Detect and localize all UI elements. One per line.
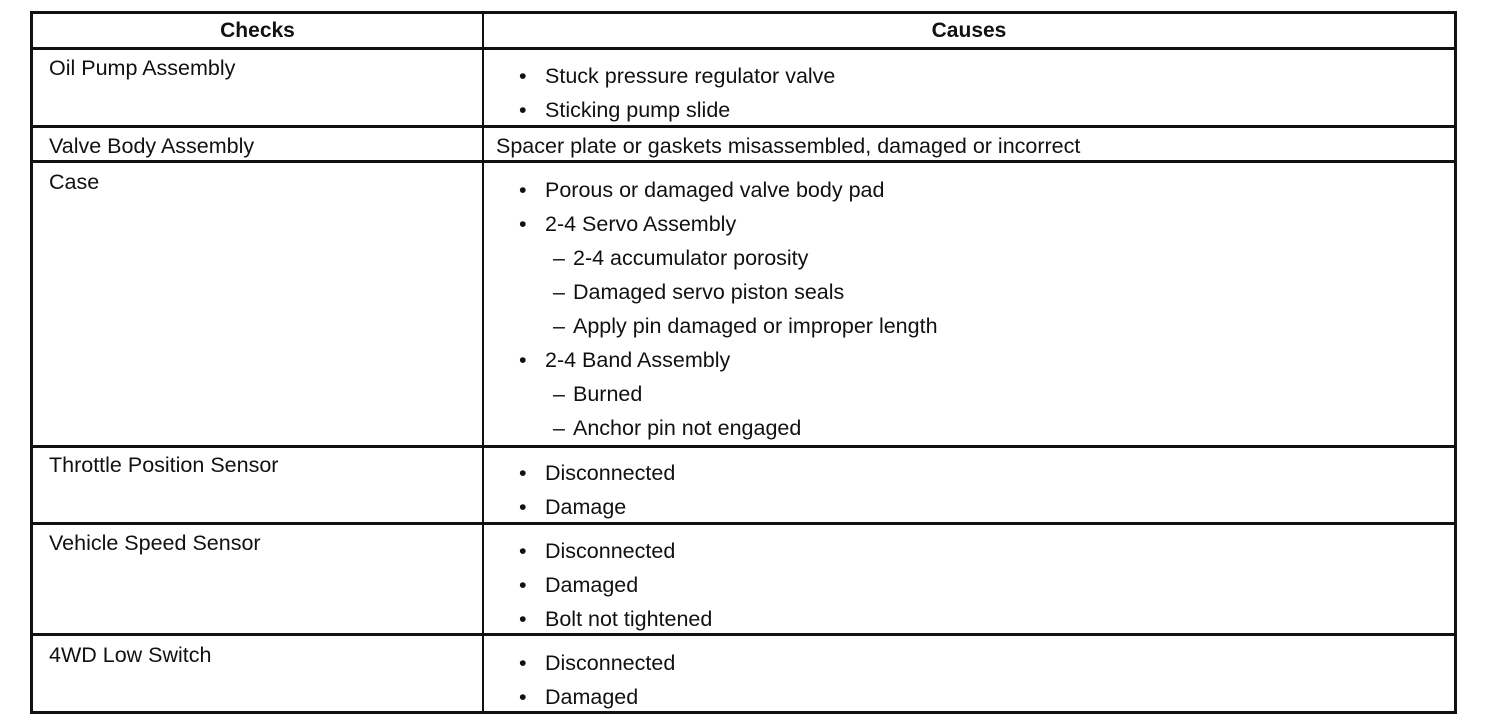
- bullet-marker: •: [519, 64, 527, 88]
- bullet-marker: •: [519, 98, 527, 122]
- cause-bullet-item: [519, 63, 835, 89]
- bullet-marker: •: [519, 539, 527, 563]
- cause-text: Apply pin damaged or improper length: [573, 314, 938, 338]
- cause-bullet-item: [519, 97, 730, 123]
- cause-sub-item: [553, 313, 938, 339]
- check-label: Oil Pump Assembly: [49, 56, 236, 80]
- diagnosis-table: [30, 11, 1457, 714]
- cause-sub-item: [553, 381, 642, 407]
- header-checks: Checks: [220, 19, 295, 42]
- cause-bullet-item: [519, 211, 736, 237]
- row-separator: [33, 633, 1454, 636]
- cause-text: Burned: [573, 382, 643, 406]
- cause-bullet-item: [519, 684, 638, 710]
- cause-bullet-item: [519, 347, 730, 373]
- dash-marker: –: [553, 280, 565, 304]
- row-separator: [33, 160, 1454, 163]
- cause-text: Disconnected: [545, 539, 676, 563]
- header-causes: Causes: [931, 19, 1007, 42]
- cause-text: Sticking pump slide: [545, 98, 731, 122]
- row-separator: [33, 445, 1454, 448]
- cause-text: Bolt not tightened: [545, 607, 713, 631]
- cause-bullet-item: [519, 494, 626, 520]
- bullet-marker: •: [519, 573, 527, 597]
- check-label: Throttle Position Sensor: [49, 453, 279, 477]
- cause-bullet-item: [519, 606, 712, 632]
- cause-bullet-item: [519, 572, 638, 598]
- cause-text: 2-4 Servo Assembly: [545, 212, 737, 236]
- bullet-marker: •: [519, 212, 527, 236]
- bullet-marker: •: [519, 178, 527, 202]
- cause-text: Damaged: [545, 573, 639, 597]
- bullet-marker: •: [519, 607, 527, 631]
- cause-text: Damaged: [545, 685, 639, 709]
- row-separator: [33, 522, 1454, 525]
- cause-sub-item: [553, 415, 801, 441]
- row-separator: [33, 47, 1454, 50]
- cause-bullet-item: [519, 460, 675, 486]
- check-label: Valve Body Assembly: [49, 134, 255, 158]
- dash-marker: –: [553, 416, 565, 440]
- cause-text: Anchor pin not engaged: [573, 416, 802, 440]
- check-label: 4WD Low Switch: [49, 643, 212, 667]
- dash-marker: –: [553, 314, 565, 338]
- dash-marker: –: [553, 246, 565, 270]
- cause-bullet-item: [519, 538, 675, 564]
- cause-text: Disconnected: [545, 651, 676, 675]
- cause-bullet-item: [519, 650, 675, 676]
- cause-text: Porous or damaged valve body pad: [545, 178, 885, 202]
- cause-text: Spacer plate or gaskets misassembled, damaged or incorrect: [496, 134, 1081, 158]
- bullet-marker: •: [519, 651, 527, 675]
- cause-sub-item: [553, 245, 808, 271]
- check-label: Vehicle Speed Sensor: [49, 531, 261, 555]
- check-label: Case: [49, 170, 100, 194]
- bullet-marker: •: [519, 461, 527, 485]
- cause-bullet-item: [519, 177, 884, 203]
- cause-text: Stuck pressure regulator valve: [545, 64, 836, 88]
- column-divider: [482, 14, 484, 711]
- row-separator: [33, 125, 1454, 128]
- cause-text: Damage: [545, 495, 627, 519]
- cause-text: Disconnected: [545, 461, 676, 485]
- cause-text: 2-4 accumulator porosity: [573, 246, 809, 270]
- bullet-marker: •: [519, 685, 527, 709]
- cause-text: Damaged servo piston seals: [573, 280, 845, 304]
- cause-text: 2-4 Band Assembly: [545, 348, 731, 372]
- bullet-marker: •: [519, 495, 527, 519]
- bullet-marker: •: [519, 348, 527, 372]
- dash-marker: –: [553, 382, 565, 406]
- cause-sub-item: [553, 279, 844, 305]
